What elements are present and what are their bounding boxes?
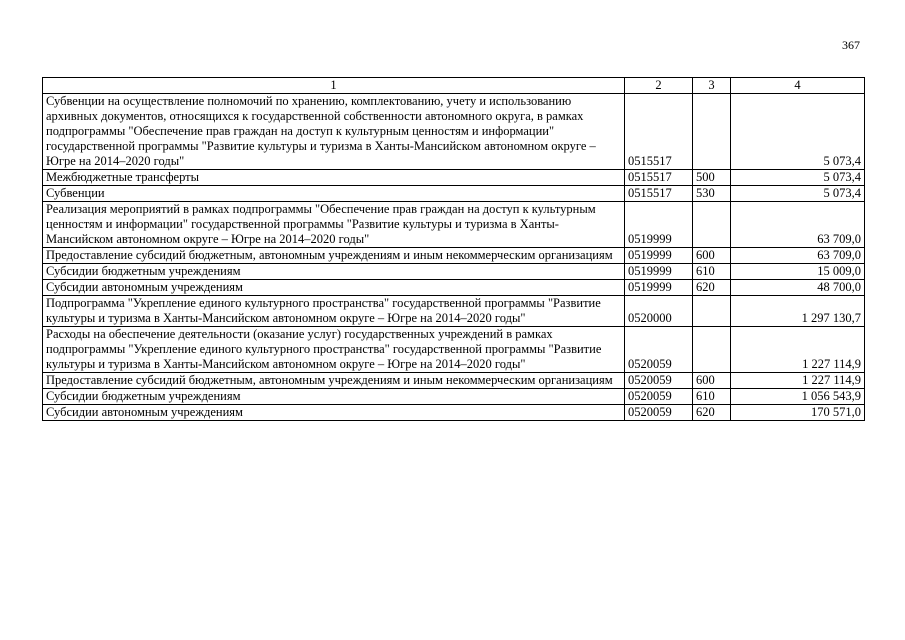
row-code: 0520059 xyxy=(625,327,693,373)
row-name: Субвенции xyxy=(43,186,625,202)
row-type: 500 xyxy=(693,170,731,186)
row-amount: 1 297 130,7 xyxy=(731,296,865,327)
page-number: 367 xyxy=(842,38,860,52)
row-amount: 5 073,4 xyxy=(731,170,865,186)
row-amount: 15 009,0 xyxy=(731,264,865,280)
row-name: Субсидии бюджетным учреждениям xyxy=(43,264,625,280)
row-name: Межбюджетные трансферты xyxy=(43,170,625,186)
table-row xyxy=(43,248,865,264)
row-type xyxy=(693,327,731,373)
table-row xyxy=(43,202,865,248)
row-name: Субсидии автономным учреждениям xyxy=(43,405,625,421)
row-name: Подпрограмма "Укрепление единого культурного пространства" государственной программы "Развитие культуры и туризма в Ханты-Мансийском автономном округе – Югре на 2014–2020 годы" xyxy=(43,296,625,327)
row-amount: 5 073,4 xyxy=(731,186,865,202)
row-type: 620 xyxy=(693,405,731,421)
row-code: 0520059 xyxy=(625,389,693,405)
row-name: Предоставление субсидий бюджетным, автономным учреждениям и иным некоммерческим организациям xyxy=(43,248,625,264)
row-amount: 1 227 114,9 xyxy=(731,373,865,389)
row-code: 0519999 xyxy=(625,264,693,280)
table-header xyxy=(43,78,865,94)
row-type: 600 xyxy=(693,373,731,389)
row-type xyxy=(693,296,731,327)
row-type: 620 xyxy=(693,280,731,296)
row-name: Расходы на обеспечение деятельности (оказание услуг) государственных учреждений в рамках подпрограммы "Укрепление единого культурного пространства" государственной программы "Развитие культуры и туризма в Ханты-Мансийском автономном округе – Югре на 2014–2020 годы" xyxy=(43,327,625,373)
table-row xyxy=(43,327,865,373)
row-code: 0519999 xyxy=(625,202,693,248)
budget-table xyxy=(42,77,865,421)
row-name: Субвенции на осуществление полномочий по хранению, комплектованию, учету и использованию архивных документов, относящихся к государственной собственности автономного округа, в рамках подпрограммы "Обеспечение прав граждан на доступ к культурным ценностям и информации" государственной программы "Развитие культуры и туризма в Ханты-Мансийском автономном округе – Югре на 2014–2020 годы" xyxy=(43,94,625,170)
row-code: 0515517 xyxy=(625,170,693,186)
table-row xyxy=(43,264,865,280)
row-code: 0519999 xyxy=(625,280,693,296)
row-type xyxy=(693,94,731,170)
row-amount: 63 709,0 xyxy=(731,248,865,264)
row-amount: 170 571,0 xyxy=(731,405,865,421)
row-name: Предоставление субсидий бюджетным, автономным учреждениям и иным некоммерческим организациям xyxy=(43,373,625,389)
table-row xyxy=(43,280,865,296)
row-type: 610 xyxy=(693,389,731,405)
header-col-3: 3 xyxy=(693,78,731,94)
header-col-1: 1 xyxy=(43,78,625,94)
row-code: 0520059 xyxy=(625,373,693,389)
header-row xyxy=(43,78,865,94)
row-type: 530 xyxy=(693,186,731,202)
header-col-2: 2 xyxy=(625,78,693,94)
table-row xyxy=(43,296,865,327)
row-code: 0515517 xyxy=(625,94,693,170)
row-type xyxy=(693,202,731,248)
table-row xyxy=(43,170,865,186)
row-amount: 63 709,0 xyxy=(731,202,865,248)
row-code: 0520059 xyxy=(625,405,693,421)
row-code: 0515517 xyxy=(625,186,693,202)
row-name: Субсидии автономным учреждениям xyxy=(43,280,625,296)
row-amount: 1 056 543,9 xyxy=(731,389,865,405)
table-row xyxy=(43,373,865,389)
header-col-4: 4 xyxy=(731,78,865,94)
table-row xyxy=(43,186,865,202)
row-code: 0519999 xyxy=(625,248,693,264)
row-type: 600 xyxy=(693,248,731,264)
table-row xyxy=(43,94,865,170)
table-row xyxy=(43,389,865,405)
table-body xyxy=(43,94,865,421)
row-name: Реализация мероприятий в рамках подпрограммы "Обеспечение прав граждан на доступ к культурным ценностям и информации" государственной программы "Развитие культуры и туризма в Ханты-Мансийском автономном округе – Югре на 2014–2020 годы" xyxy=(43,202,625,248)
row-name: Субсидии бюджетным учреждениям xyxy=(43,389,625,405)
row-code: 0520000 xyxy=(625,296,693,327)
row-amount: 1 227 114,9 xyxy=(731,327,865,373)
row-amount: 5 073,4 xyxy=(731,94,865,170)
row-type: 610 xyxy=(693,264,731,280)
table-row xyxy=(43,405,865,421)
row-amount: 48 700,0 xyxy=(731,280,865,296)
